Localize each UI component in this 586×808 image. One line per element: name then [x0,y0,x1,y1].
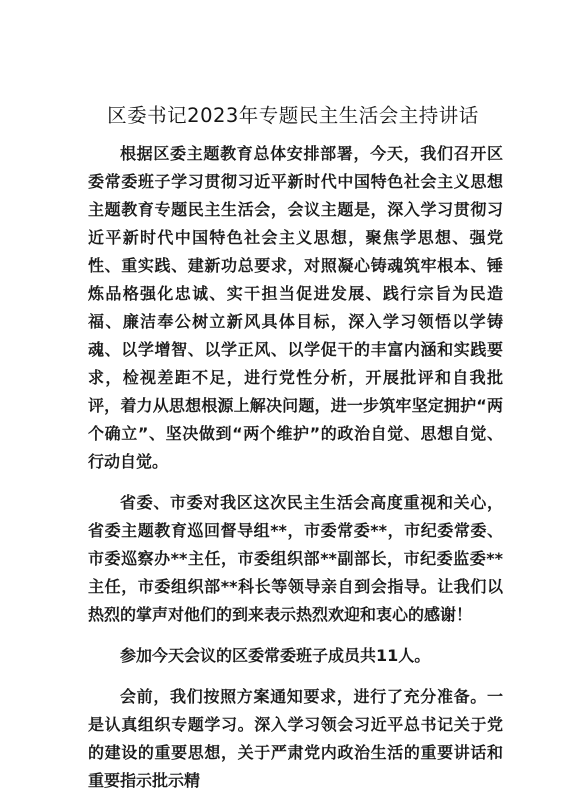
document-title: 区委书记2023年专题民主生活会主持讲话 [107,104,479,127]
paragraph-meeting-purpose: 根据区委主题教育总体安排部署，今天，我们召开区委常委班子学习贯彻习近平新时代中国特色社会主义思想主题教育专题民主生活会，会议主题是，深入学习贯彻习近平新时代中国特色社会主义思想，聚焦学思想、强党性、重实践、建新功总要求，对照凝心铸魂筑牢根本、锤炼品格强化忠诚、实干担当促进发展、践行宗旨为民造福、廉洁奉公树立新风具体目标，深入学习领悟以学铸魂、以学增智、以学正风、以学促干的丰富内涵和实践要求，检视差距不足，进行党性分析，开展批评和自我批评，着力从思想根源上解决问题，进一步筑牢坚定拥护“两个确立”、坚决做到“两个维护”的政治自觉、思想自觉、行动自觉。 [88,144,503,471]
document-body [88,140,503,808]
paragraph-welcome-leaders: 省委、市委对我区这次民主生活会高度重视和关心，省委主题教育巡回督导组**，市委常委**，市纪委常委、市委巡察办**主任，市委组织部**副部长，市纪委监委**主任，市委组织部**科长等领导亲自到会指导。让我们以热烈的掌声对他们的到来表示热烈欢迎和衷心的感谢！ [88,493,503,624]
paragraph-preparation: 会前，我们按照方案通知要求，进行了充分准备。一是认真组织专题学习。深入学习领会习近平总书记关于党的建设的重要思想，关于严肃党内政治生活的重要讲话和重要指示批示精 [88,687,503,790]
paragraph-attendance: 参加今天会议的区委常委班子成员共11人。 [120,646,431,665]
